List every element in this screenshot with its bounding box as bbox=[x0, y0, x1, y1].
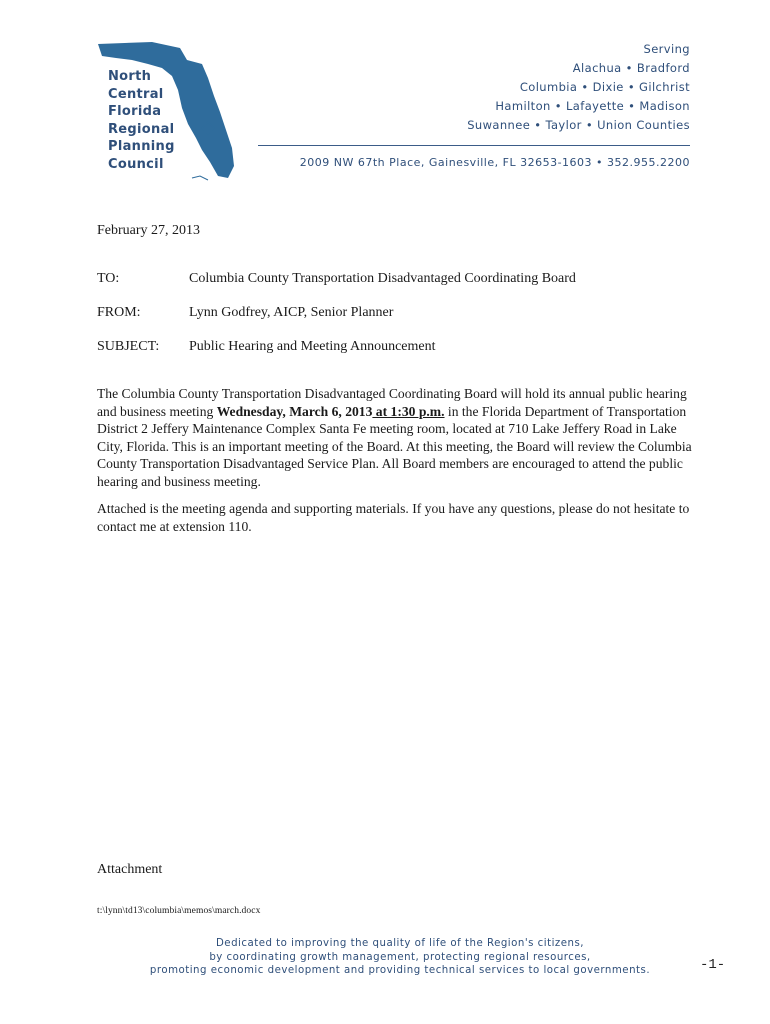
memo-date: February 27, 2013 bbox=[97, 223, 201, 238]
serving-line: Serving bbox=[643, 42, 690, 56]
meeting-date: Wednesday, March 6, 2013 bbox=[216, 403, 373, 419]
para1-text-a: The Columbia County Transportation Disadvantaged Coordinating Board will hold its annual public hearing and business meeting bbox=[97, 386, 687, 419]
memo-from-row bbox=[97, 305, 393, 321]
footer-line: by coordinating growth management, protecting regional resources, bbox=[209, 951, 591, 963]
memo-to-value: Columbia County Transportation Disadvantaged Coordinating Board bbox=[189, 271, 576, 286]
org-name-line: North bbox=[108, 69, 152, 84]
org-name-line: Regional bbox=[108, 121, 175, 137]
org-name-line: Central bbox=[108, 86, 164, 102]
serving-line: Alachua • Bradford bbox=[572, 61, 690, 75]
memo-from-value: Lynn Godfrey, AICP, Senior Planner bbox=[189, 305, 394, 320]
para1-at: at bbox=[372, 403, 391, 419]
memo-to-label: TO: bbox=[97, 271, 120, 286]
para1-text-b: in the Florida Department of Transportation District 2 Jeffery Maintenance Complex Santa Fe meeting room, located at 710 Lake Jeffery Road in Lake City, Florida. This is an important meeting of the Board. At this meeting, the Board will review the Columbia County Transportation Disadvantaged Service Plan. All Board members are encouraged to attend the public hearing and business meeting. bbox=[97, 403, 692, 489]
file-path: t:\lynn\td13\columbia\memos\march.docx bbox=[97, 906, 261, 916]
letterhead-divider bbox=[258, 145, 690, 146]
serving-line: Suwannee • Taylor • Union Counties bbox=[467, 118, 690, 132]
serving-line: Columbia • Dixie • Gilchrist bbox=[519, 80, 690, 94]
footer-line: promoting economic development and providing technical services to local governments. bbox=[149, 965, 651, 976]
body-paragraph-2: Attached is the meeting agenda and supporting materials. If you have any questions, please do not hesitate to contact me at extension 110. bbox=[97, 501, 690, 534]
attachment-note: Attachment bbox=[97, 862, 163, 877]
memo-subject-row bbox=[97, 339, 436, 355]
footer-mission bbox=[80, 937, 720, 978]
meeting-time: 1:30 p.m. bbox=[390, 403, 445, 419]
org-address: 2009 NW 67th Place, Gainesville, FL 32653-1603 • 352.955.2200 bbox=[299, 156, 690, 169]
memo-subject-label: SUBJECT: bbox=[97, 339, 160, 354]
serving-line: Hamilton • Lafayette • Madison bbox=[495, 99, 690, 113]
memo-from-label: FROM: bbox=[97, 305, 141, 320]
serving-counties bbox=[467, 40, 690, 135]
body-paragraph-1 bbox=[97, 385, 693, 490]
memo-subject-value: Public Hearing and Meeting Announcement bbox=[189, 339, 436, 354]
page-number: -1- bbox=[700, 957, 726, 973]
org-name bbox=[108, 68, 175, 173]
org-name-line: Council bbox=[108, 156, 164, 172]
org-name-line: Florida bbox=[108, 104, 162, 119]
org-name-line: Planning bbox=[108, 139, 175, 154]
footer-line: Dedicated to improving the quality of life of the Region's citizens, bbox=[215, 938, 585, 949]
memo-to-row bbox=[97, 271, 576, 287]
